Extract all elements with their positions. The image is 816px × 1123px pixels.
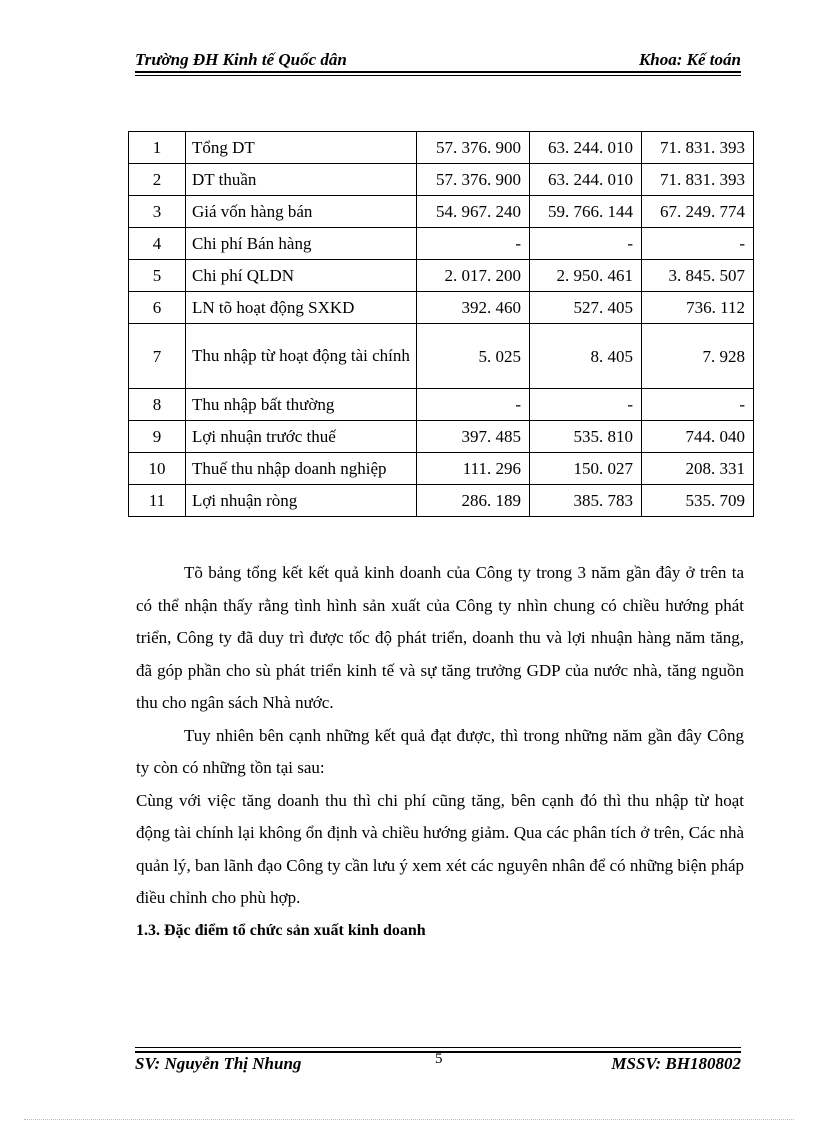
header-rule-thin <box>135 75 741 76</box>
value-year-1: 5. 025 <box>417 324 530 389</box>
row-label: LN tõ hoạt động SXKD <box>186 292 417 324</box>
value-year-3: - <box>642 228 754 260</box>
value-year-1: 2. 017. 200 <box>417 260 530 292</box>
body-text <box>136 557 744 947</box>
row-number: 3 <box>129 196 186 228</box>
table-row <box>129 260 754 292</box>
value-year-3: 3. 845. 507 <box>642 260 754 292</box>
value-year-2: 535. 810 <box>530 421 642 453</box>
row-number: 2 <box>129 164 186 196</box>
table-row <box>129 324 754 389</box>
value-year-2: 59. 766. 144 <box>530 196 642 228</box>
financial-table <box>128 131 754 517</box>
value-year-3: 71. 831. 393 <box>642 132 754 164</box>
value-year-2: 385. 783 <box>530 485 642 517</box>
table-row <box>129 389 754 421</box>
row-label: Giá vốn hàng bán <box>186 196 417 228</box>
table-row <box>129 196 754 228</box>
row-number: 4 <box>129 228 186 260</box>
row-label: Lợi nhuận trước thuế <box>186 421 417 453</box>
table-row <box>129 164 754 196</box>
row-label: Thu nhập từ hoạt động tài chính <box>186 324 417 389</box>
row-label: Thuế thu nhập doanh nghiệp <box>186 453 417 485</box>
value-year-2: - <box>530 389 642 421</box>
value-year-3: 7. 928 <box>642 324 754 389</box>
table-row <box>129 292 754 324</box>
table-row <box>129 485 754 517</box>
value-year-2: 150. 027 <box>530 453 642 485</box>
value-year-2: 2. 950. 461 <box>530 260 642 292</box>
row-label: Chi phí Bán hàng <box>186 228 417 260</box>
value-year-2: 63. 244. 010 <box>530 164 642 196</box>
value-year-2: 63. 244. 010 <box>530 132 642 164</box>
value-year-1: 57. 376. 900 <box>417 132 530 164</box>
page-number: 5 <box>435 1051 443 1067</box>
value-year-3: 208. 331 <box>642 453 754 485</box>
page-edge-divider <box>24 1119 794 1120</box>
header-rule <box>135 71 741 73</box>
value-year-1: 111. 296 <box>417 453 530 485</box>
value-year-3: 744. 040 <box>642 421 754 453</box>
paragraph-issues: Cùng với việc tăng doanh thu thì chi phí cũng tăng, bên cạnh đó thì thu nhập từ hoạt động tài chính lại không ổn định và chiều hướng giảm. Qua các phân tích ở trên, Các nhà quản lý, ban lãnh đạo Công ty cần lưu ý xem xét các nguyên nhân để có những biện pháp điều chỉnh cho phù hợp. <box>136 790 744 907</box>
paragraph-summary: Tõ bảng tổng kết kết quả kinh doanh của Công ty trong 3 năm gần đây ở trên ta có thể nhận thấy rằng tình hình sản xuất của Công ty nhìn chung có chiều hướng phát triển, Công ty đã duy trì được tốc độ phát triển, doanh thu và lợi nhuận hàng năm tăng, đã góp phần cho sù phát triển kinh tế và sự tăng trưởng GDP của nước nhà, tăng nguồn thu cho ngân sách Nhà nước. <box>136 563 744 712</box>
value-year-2: 527. 405 <box>530 292 642 324</box>
value-year-2: - <box>530 228 642 260</box>
value-year-3: 736. 112 <box>642 292 754 324</box>
value-year-3: - <box>642 389 754 421</box>
footer-rule-thin <box>135 1047 741 1048</box>
value-year-1: 54. 967. 240 <box>417 196 530 228</box>
paragraph-however: Tuy nhiên bên cạnh những kết quả đạt được, thì trong những năm gần đây Công ty còn có những tồn tại sau: <box>136 725 744 777</box>
row-number: 7 <box>129 324 186 389</box>
table-row <box>129 132 754 164</box>
row-number: 9 <box>129 421 186 453</box>
footer-student-id: MSSV: BH180802 <box>611 1054 741 1073</box>
value-year-3: 535. 709 <box>642 485 754 517</box>
footer-student: SV: Nguyễn Thị Nhung <box>135 1054 302 1073</box>
row-label: DT thuần <box>186 164 417 196</box>
row-label: Chi phí QLDN <box>186 260 417 292</box>
value-year-3: 67. 249. 774 <box>642 196 754 228</box>
row-number: 11 <box>129 485 186 517</box>
row-number: 8 <box>129 389 186 421</box>
header-school: Trường ĐH Kinh tế Quốc dân <box>135 50 347 69</box>
section-heading: 1.3. Đặc điểm tổ chức sản xuất kinh doanh <box>136 921 426 939</box>
value-year-1: 397. 485 <box>417 421 530 453</box>
row-label: Tổng DT <box>186 132 417 164</box>
table-row <box>129 453 754 485</box>
page-footer <box>135 1053 741 1077</box>
row-number: 6 <box>129 292 186 324</box>
value-year-1: 57. 376. 900 <box>417 164 530 196</box>
row-number: 5 <box>129 260 186 292</box>
table-row <box>129 421 754 453</box>
value-year-3: 71. 831. 393 <box>642 164 754 196</box>
row-label: Lợi nhuận ròng <box>186 485 417 517</box>
value-year-1: - <box>417 389 530 421</box>
value-year-1: 286. 189 <box>417 485 530 517</box>
row-number: 1 <box>129 132 186 164</box>
row-number: 10 <box>129 453 186 485</box>
value-year-1: - <box>417 228 530 260</box>
page-header <box>135 48 741 72</box>
value-year-1: 392. 460 <box>417 292 530 324</box>
row-label: Thu nhập bất thường <box>186 389 417 421</box>
table-row <box>129 228 754 260</box>
value-year-2: 8. 405 <box>530 324 642 389</box>
header-faculty: Khoa: Kế toán <box>638 50 741 69</box>
